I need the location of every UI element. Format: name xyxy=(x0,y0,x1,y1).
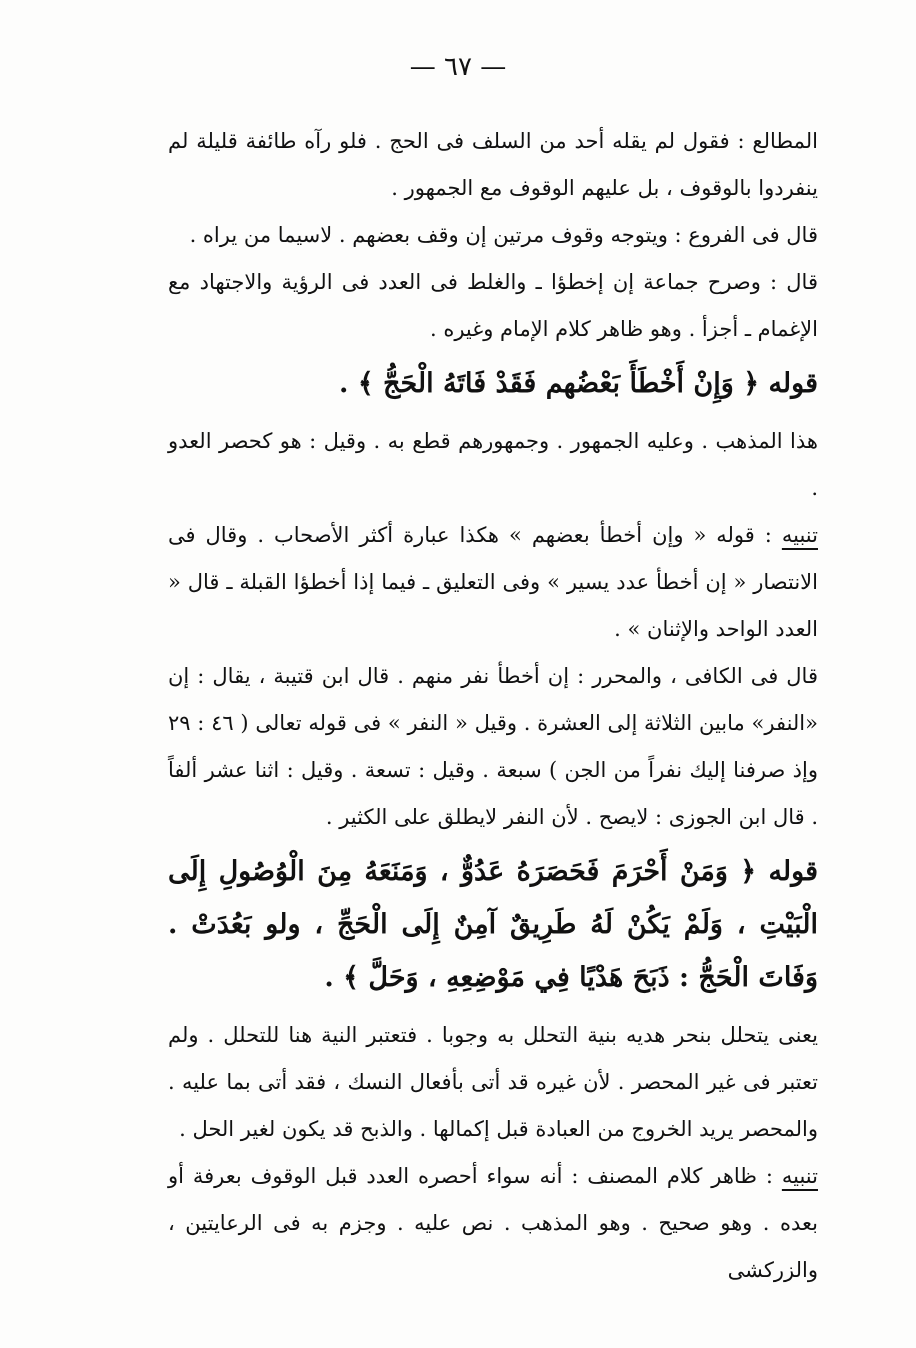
page-body xyxy=(168,118,818,1294)
page-number: — ٦٧ — xyxy=(409,52,507,82)
note-label: تنبيه xyxy=(781,1164,818,1188)
note-paragraph-2 xyxy=(168,1153,818,1294)
paragraph-yatahallal: يعنى يتحلل بنحر هديه بنية التحلل به وجوبا . فتعتبر النية هنا للتحلل . ولم تعتبر فى غير المحصر . لأن غيره قد أتى بأفعال النسك ، فقد أتى بما عليه . والمحصر يريد الخروج من العبادة قبل إكمالها . والذبح قد يكون لغير الحل . xyxy=(168,1023,818,1141)
verse-heading-akhta xyxy=(168,357,818,410)
note-paragraph-1 xyxy=(168,512,818,653)
paragraph-nafar: قال فى الكافى ، والمحرر : إن أخطأ نفر منهم . قال ابن قتيبة ، يقال : إن «النفر» مابين الثلاثة إلى العشرة . وقيل « النفر » فى قوله تعالى ( ٤٦ : ٢٩ وإذ صرفنا إليك نفراً من الجن ) سبعة . وقيل : تسعة . وقيل : اثنا عشر ألفاً . قال ابن الجوزى : لايصح . لأن النفر لايطلق على الكثير . xyxy=(168,664,818,829)
note-text: : قوله « وإن أخطأ بعضهم » هكذا عبارة أكثر الأصحاب . وقال فى الانتصار « إن أخطأ عدد يسير » وفى التعليق ـ فيما إذا أخطؤا القبلة ـ قال « العدد الواحد والإثنان » . xyxy=(168,523,818,641)
paragraph-matali: المطالع : فقول لم يقله أحد من السلف فى الحج . فلو رآه طائفة قليلة لم ينفردوا بالوقوف ، بل عليهم الوقوف مع الجمهور . xyxy=(168,129,818,200)
verse-lead: قوله xyxy=(768,368,818,399)
paragraph-madhhab: هذا المذهب . وعليه الجمهور . وجمهورهم قطع به . وقيل : هو كحصر العدو . xyxy=(168,429,818,500)
verse-lead: قوله xyxy=(768,856,818,887)
note-text: : ظاهر كلام المصنف : أنه سواء أحصره العدد قبل الوقوف بعرفة أو بعده . وهو صحيح . وهو المذهب . نص عليه . وجزم به فى الرعايتين ، والزركشى xyxy=(168,1164,818,1282)
verse-heading-ahsar xyxy=(168,845,818,1004)
paragraph-sarraha: قال : وصرح جماعة إن إخطؤا ـ والغلط فى العدد فى الرؤية والاجتهاد مع الإغمام ـ أجزأ . وهو ظاهر كلام الإمام وغيره . xyxy=(168,270,818,341)
paragraph-furu: قال فى الفروع : ويتوجه وقوف مرتين إن وقف بعضهم . لاسيما من يراه . xyxy=(189,223,818,247)
verse-text: ﴿ وَإِنْ أَخْطَأَ بَعْضُهم فَقَدْ فَاتَهُ الْحَجُّ ﴾ . xyxy=(339,368,760,399)
note-label: تنبيه xyxy=(781,523,818,547)
verse-text: ﴿ وَمَنْ أَحْرَمَ فَحَصَرَهُ عَدُوٌّ ، وَمَنَعَهُ مِنَ الْوُصُولِ إِلَى الْبَيْتِ ، وَلَمْ يَكُنْ لَهُ طَرِيقٌ آمِنٌ إِلَى الْحَجِّ ، ولو بَعُدَتْ . وَفَاتَ الْحَجُّ : ذَبَحَ هَدْيًا فِي مَوْضِعِهِ ، وَحَلَّ ﴾ . xyxy=(168,856,818,993)
